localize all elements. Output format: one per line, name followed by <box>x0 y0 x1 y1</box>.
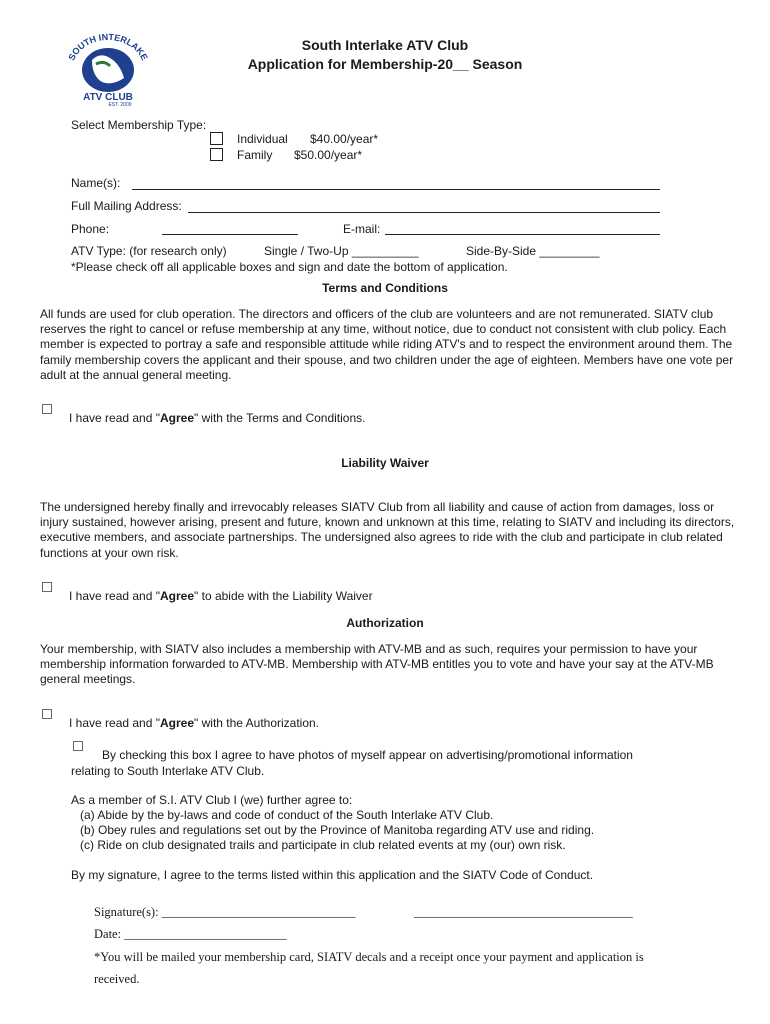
email-field[interactable] <box>385 234 660 235</box>
liability-body: The undersigned hereby finally and irrevocably releases SIATV Club from all liability and cause of action from damages, loss or injury sustained, however arising, present and future, known and unknown at this time, relating to SIATV and including its directors, executive members, and associate partnerships. The undersigned also agrees to ride with the club and participate in club related functions at your own risk. <box>40 500 735 560</box>
individual-label: Individual <box>237 132 288 146</box>
logo-bottom-text: ATV CLUB <box>83 92 133 103</box>
signature-field[interactable]: Signature(s): _______________________________ <box>94 905 356 919</box>
liability-agree-checkbox[interactable] <box>42 582 52 592</box>
individual-price: $40.00/year* <box>310 132 379 146</box>
page-title: South Interlake ATV Club <box>301 37 469 53</box>
family-label: Family <box>237 148 273 162</box>
terms-agree-text: I have read and "Agree" with the Terms and Conditions. <box>69 411 366 425</box>
authorization-heading: Authorization <box>346 616 424 630</box>
terms-body: All funds are used for club operation. The directors and officers of the club are volunteers and are not remunerated. SIATV club reserves the right to cancel or refuse membership at any time, without notice, due to conduct not consistent with club policy. Each member is expected to portray a safe and responsible attitude while riding ATV's and to respect the environment around them. The family membership covers the applicant and their spouse, and two children under the age of eighteen. Members have one vote per adult at the annual general meeting. <box>40 307 734 382</box>
agreement-item-b: (b) Obey rules and regulations set out by the Province of Manitoba regarding ATV use and riding. <box>80 823 595 837</box>
agreement-item-c: (c) Ride on club designated trails and participate in club related events at my (our) own risk. <box>80 838 566 852</box>
terms-agree-checkbox[interactable] <box>42 404 52 414</box>
photo-consent-line1: By checking this box I agree to have photos of myself appear on advertising/promotional information <box>102 748 633 762</box>
agreement-intro: As a member of S.I. ATV Club I (we) further agree to: <box>71 793 353 807</box>
authorization-agree-text: I have read and "Agree" with the Authorization. <box>69 716 320 730</box>
mail-note-line2: received. <box>94 972 140 986</box>
mail-note-line1: *You will be mailed your membership card, SIATV decals and a receipt once your payment and application is <box>94 950 644 964</box>
address-field[interactable] <box>188 212 660 213</box>
family-price: $50.00/year* <box>294 148 363 162</box>
phone-field[interactable] <box>162 234 298 235</box>
logo-est-text: EST. 2009 <box>108 102 132 106</box>
signature-statement: By my signature, I agree to the terms listed within this application and the SIATV Code of Conduct. <box>71 868 594 882</box>
date-field[interactable]: Date: __________________________ <box>94 927 287 941</box>
photo-consent-line2: relating to South Interlake ATV Club. <box>71 764 265 778</box>
names-label: Name(s): <box>71 176 121 190</box>
agreement-item-a: (a) Abide by the by-laws and code of conduct of the South Interlake ATV Club. <box>80 808 494 822</box>
atv-type-side[interactable]: Side-By-Side _________ <box>466 244 600 258</box>
address-label: Full Mailing Address: <box>71 199 182 213</box>
atv-type-single[interactable]: Single / Two-Up __________ <box>264 244 419 258</box>
phone-label: Phone: <box>71 222 110 236</box>
names-field[interactable] <box>132 189 660 190</box>
page-subtitle: Application for Membership-20__ Season <box>247 56 523 72</box>
family-checkbox[interactable] <box>210 148 223 161</box>
signature-field-second[interactable]: ___________________________________ <box>414 905 633 919</box>
terms-heading: Terms and Conditions <box>322 281 448 295</box>
membership-type-label: Select Membership Type: <box>71 118 207 132</box>
photo-consent-checkbox[interactable] <box>73 741 83 751</box>
email-label: E-mail: <box>343 222 381 236</box>
logo-top-text: SOUTH INTERLAKE <box>66 31 150 62</box>
individual-checkbox[interactable] <box>210 132 223 145</box>
liability-heading: Liability Waiver <box>341 456 429 470</box>
authorization-agree-checkbox[interactable] <box>42 709 52 719</box>
authorization-body: Your membership, with SIATV also includes a membership with ATV-MB and as such, requires your permission to have your membership information forwarded to ATV-MB. Membership with ATV-MB entitles you to vote and have your say at the ATV-MB general meetings. <box>40 642 714 687</box>
check-note: *Please check off all applicable boxes and sign and date the bottom of application. <box>71 260 508 274</box>
club-logo <box>62 30 154 106</box>
atv-type-label: ATV Type: (for research only) <box>71 244 227 258</box>
liability-agree-text: I have read and "Agree" to abide with the Liability Waiver <box>69 589 373 603</box>
